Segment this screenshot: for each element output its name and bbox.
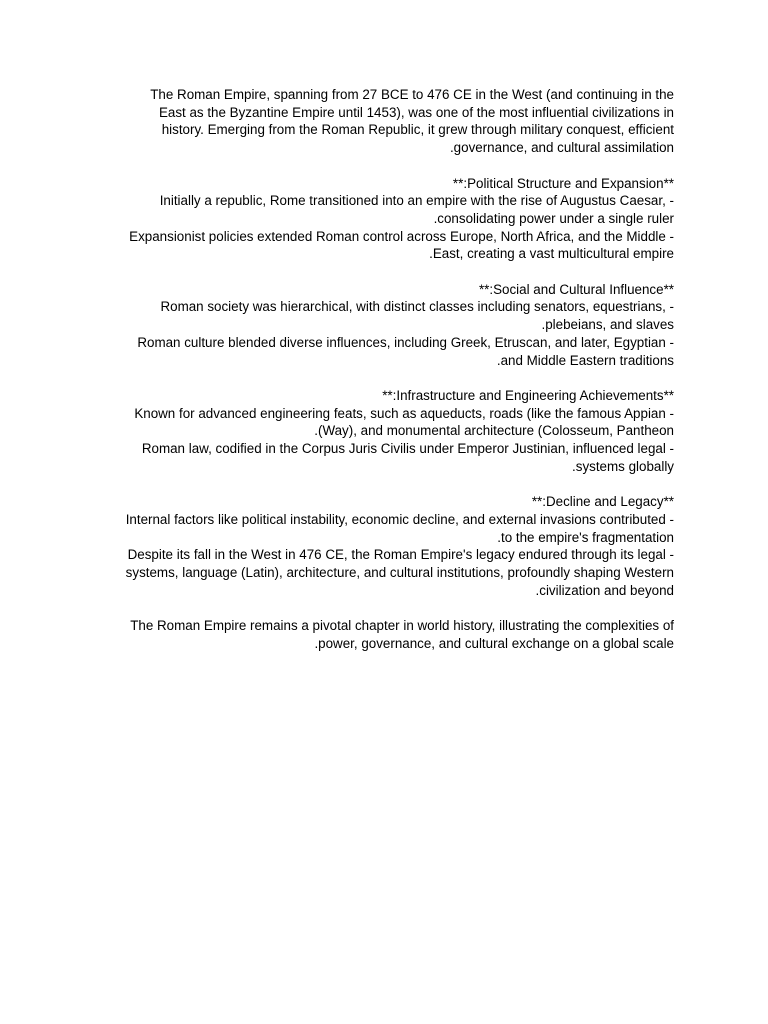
text-line: Despite its fall in the West in 476 CE, the Roman Empire's legacy endured through its legal -	[127, 547, 674, 563]
text-line: .to the empire's fragmentation	[497, 529, 674, 545]
document-body	[80, 86, 674, 652]
text-line: history. Emerging from the Roman Republic, it grew through military conquest, efficient	[161, 122, 674, 138]
text-line: .East, creating a vast multicultural empire	[429, 246, 674, 262]
text-line: .consolidating power under a single ruler	[433, 210, 674, 226]
paragraph-gap	[80, 599, 674, 617]
text-line: Internal factors like political instability, economic decline, and external invasions contributed -	[125, 511, 674, 527]
text-line: Roman society was hierarchical, with distinct classes including senators, equestrians, -	[160, 299, 674, 315]
section-decline-legacy	[80, 493, 674, 599]
text-line: .plebeians, and slaves	[541, 317, 674, 333]
paragraph-gap	[80, 369, 674, 387]
conclusion-paragraph	[80, 617, 674, 652]
text-line: East as the Byzantine Empire until 1453), was one of the most influential civilizations in	[158, 104, 674, 120]
section-heading: **:Decline and Legacy**	[531, 494, 674, 510]
text-line: Expansionist policies extended Roman control across Europe, North Africa, and the Middle -	[129, 228, 674, 244]
text-line: .systems globally	[572, 458, 674, 474]
text-line: .(Way), and monumental architecture (Colosseum, Pantheon	[314, 423, 674, 439]
text-line: Known for advanced engineering feats, such as aqueducts, roads (like the famous Appian -	[134, 405, 674, 421]
paragraph-gap	[80, 263, 674, 281]
text-line: .governance, and cultural assimilation	[449, 140, 674, 156]
section-political-structure	[80, 175, 674, 264]
text-line: .and Middle Eastern traditions	[496, 352, 674, 368]
text-line: Initially a republic, Rome transitioned into an empire with the rise of Augustus Caesar, -	[159, 193, 674, 209]
text-line: The Roman Empire remains a pivotal chapter in world history, illustrating the complexities of	[130, 618, 674, 634]
section-heading: **:Social and Cultural Influence**	[478, 281, 674, 297]
section-social-cultural	[80, 281, 674, 370]
paragraph-gap	[80, 475, 674, 493]
text-line: systems, language (Latin), architecture, and cultural institutions, profoundly shaping Western	[125, 564, 674, 580]
section-infrastructure	[80, 387, 674, 476]
text-line: Roman law, codified in the Corpus Juris Civilis under Emperor Justinian, influenced legal -	[141, 441, 674, 457]
text-line: The Roman Empire, spanning from 27 BCE to 476 CE in the West (and continuing in the	[150, 87, 674, 102]
intro-paragraph	[80, 86, 674, 157]
text-line: Roman culture blended diverse influences, including Greek, Etruscan, and later, Egyptian -	[137, 334, 674, 350]
section-heading: **:Infrastructure and Engineering Achievements**	[382, 387, 674, 403]
text-line: .civilization and beyond	[535, 582, 674, 598]
paragraph-gap	[80, 157, 674, 175]
text-line: .power, governance, and cultural exchange on a global scale	[314, 635, 674, 651]
section-heading: **:Political Structure and Expansion**	[452, 175, 674, 191]
